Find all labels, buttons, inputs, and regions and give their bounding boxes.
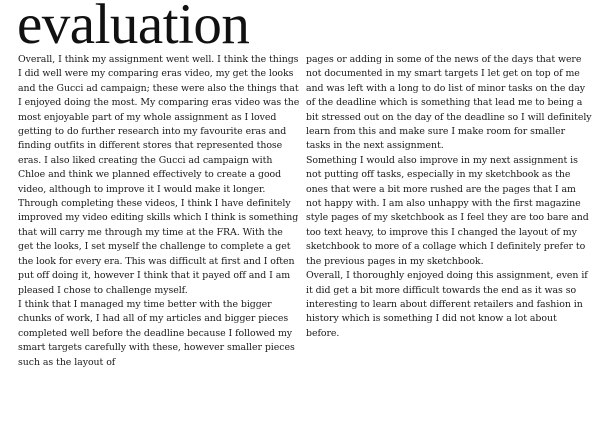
paragraph: pages or adding in some of the news of the days that were not documented in my smart targets I let get on top of me and was left with a long to do list of minor tasks on the day of the deadline which is something that lead me to being a bit stressed out on the day of the deadline so I will definitely learn from this and make sure I make room for smaller tasks in the next assignment.: [306, 54, 592, 152]
paragraph: Overall, I thoroughly enjoyed doing this assignment, even if it did get a bit more difficult towards the end as it was so interesting to learn about different retailers and fashion in history which is something I did not know a lot about before.: [306, 270, 588, 339]
left-text-column: [18, 53, 300, 370]
paragraph: I think that I managed my time better with the bigger chunks of work, I had all of my articles and bigger pieces completed well before the deadline because I followed my smart targets carefully with these, however smaller pieces such as the layout of: [18, 298, 295, 368]
paragraph: Overall, I think my assignment went well. I think the things I did well were my comparing eras video, my get the looks and the Gucci ad campaign; these were also the things that I enjoyed doing the most. My comparing eras video was the most enjoyable part of my whole assignment as I loved getting to do further research into my favourite eras and finding outfits in different stores that represented those eras. I also liked creating the Gucci ad campaign with Chloe and think we planned effectively to create a good video, although to improve it I would make it longer. Through completing these videos, I think I have definitely improved my video editing skills which I think is something that will carry me through my time at the FRA. With the get the looks, I set myself the challenge to complete a get the look for every era. This was difficult at first and I often put off doing it, however I think that it payed off and I am pleased I chose to challenge myself.: [18, 54, 300, 296]
paragraph: Something I would also improve in my next assignment is not putting off tasks, especially in my sketchbook as the ones that were a bit more rushed are the pages that I am not happy with. I am also unhappy with the first magazine style pages of my sketchbook as I feel they are too bare and too text heavy, to improve this I changed the layout of my sketchbook to more of a collage which I definitely prefer to the previous pages in my sketchbook.: [306, 154, 589, 267]
page-title: evaluation: [17, 0, 250, 56]
right-text-column: [306, 53, 592, 341]
